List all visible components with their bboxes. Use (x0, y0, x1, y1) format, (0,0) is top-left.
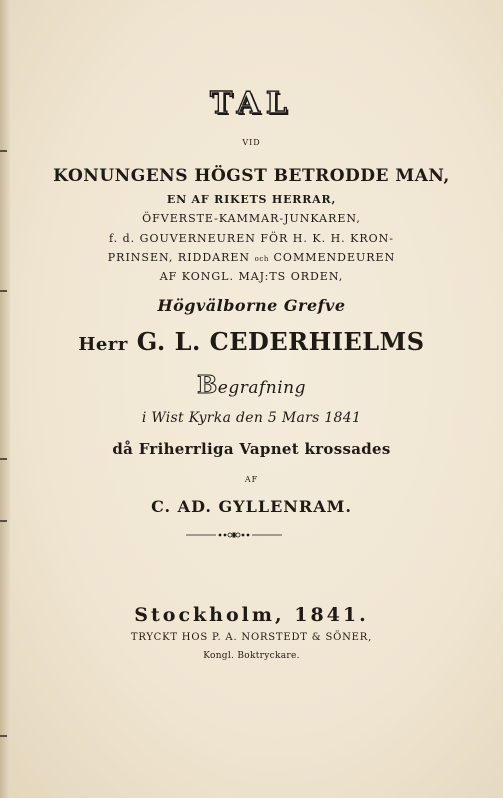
stitch-mark (0, 735, 7, 737)
dedication-line-3: ÖFVERSTE-KAMMAR-JUNKAREN, (142, 212, 361, 225)
stitch-mark (0, 150, 7, 152)
line5-och: och (254, 255, 270, 263)
begrafning-heading (0, 370, 503, 399)
place-date: i Wist Kyrka den 5 Mars 1841 (141, 410, 362, 426)
imprint-printer-title: Kongl. Boktryckare. (203, 651, 300, 661)
dedication-line-4: f. d. GOUVERNEUREN FÖR H. K. H. KRON- (108, 232, 395, 245)
dedication-line-1: KONUNGENS HÖGST BETRODDE MAN, (53, 166, 450, 186)
document-title: TAL (209, 86, 294, 121)
vid-text: VID (242, 138, 261, 147)
imprint-printer: TRYCKT HOS P. A. NORSTEDT & SÖNER, (130, 632, 373, 643)
ornament-rule (186, 530, 282, 540)
stitch-mark (0, 520, 7, 522)
line5-part-a: PRINSEN, RIDDAREN (107, 251, 251, 264)
honorific: Högvälborne Grefve (157, 296, 346, 315)
begrafning-initial: B (196, 370, 218, 399)
stitch-mark (0, 458, 7, 460)
name-rest: G. L. CEDERHIELMS (136, 327, 425, 356)
imprint-city-year: Stockholm, 1841. (134, 604, 369, 626)
occasion: då Friherrliga Vapnet krossades (112, 440, 391, 458)
stitch-mark (0, 290, 7, 292)
subject-name (0, 327, 503, 356)
name-herr: Herr (78, 334, 128, 355)
author: C. AD. GYLLENRAM. (151, 497, 352, 516)
begrafning-rest: egrafning (217, 378, 306, 398)
af-text: AF (244, 475, 259, 484)
dedication-line-5 (0, 251, 503, 264)
dedication-line-2: EN AF RIKETS HERRAR, (166, 193, 337, 206)
dedication-line-6: AF KONGL. MAJ:TS ORDEN, (159, 270, 344, 283)
line5-part-b: COMMENDEUREN (273, 251, 396, 264)
